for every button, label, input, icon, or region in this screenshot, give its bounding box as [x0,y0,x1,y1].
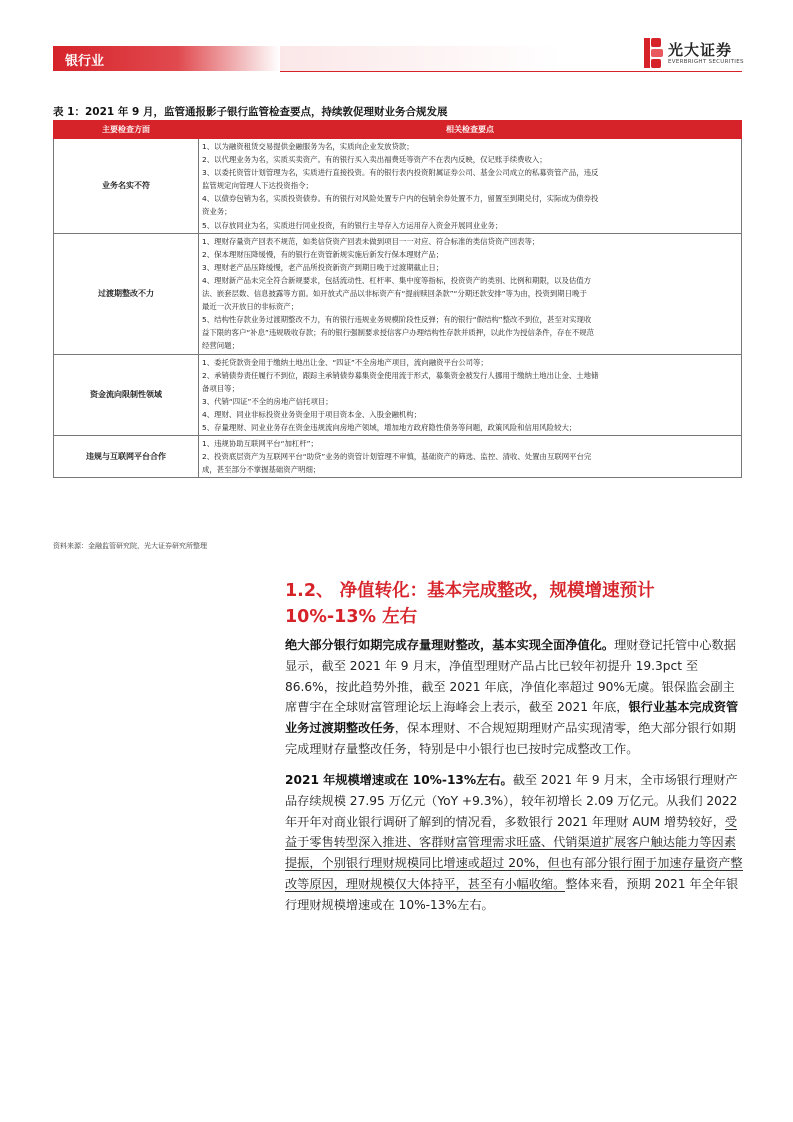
para1-bold: 银行业基本完成资管业务过渡期整改任务 [285,700,739,736]
para2-text-a: 截至 2021 年 9 月末，全市场银行理财产品存续规模 27.95 万亿元（YoY +9.3%），较年初增长 2.09 万亿元。从我们 2022 年开年对商业银行调研了解到的情况看，多数银行 2021 年理财 AUM 增势较好， [285,773,738,829]
point-line: 3、以委托资管计划管理为名，实质进行直接投资。有的银行表内投资附属证券公司、基金公司成立的私募资管产品，违反 [202,168,599,178]
section-title: 1.2、 净值转化：基本完成整改，规模增速预计 10%-13% 左右 [285,581,655,627]
point-line: 法、嵌套层数、信息披露等方面。如开放式产品以非标资产有“提前赎回条款”“分期还款安排”等为由，投资到期日晚于 [202,289,587,299]
point-line: 2、承销债券责任履行不到位，跟踪主承销债券募集资金使用流于形式，募集资金被发行人挪用于缴纳土地出让金、土地储 [202,370,599,380]
row-category: 资金流向限制性领域 [54,354,199,436]
point-line: 4、以债券包销为名，实质投资债券。有的银行对风险处置专户内的包销余券处置不力，留置至到期兑付，实际成为债券投 [202,194,599,204]
point-line: 2、投资底层资产为互联网平台“助贷”业务的资管计划管理不审慎，基础资产的筛选、监控、清收、处置由互联网平台完 [202,452,592,462]
header-fade [280,46,560,71]
row-category: 违规与互联网平台合作 [54,436,199,478]
point-line: 4、理财、同业非标投资业务资金用于项目资本金、入股金融机构； [202,409,422,419]
table-header-row [54,121,742,139]
section-label-bar [53,46,280,71]
point-line: 4、理财新产品未完全符合新规要求，包括流动性、杠杆率、集中度等指标，投资资产的类别、比例和期限，以及估值方 [202,275,592,285]
everbright-logo-icon [644,38,663,68]
point-line: 5、结构性存款业务过渡期整改不力，有的银行违规业务规模阶段性反弹；有的银行“假结构”整改不到位，甚至对实现收 [202,315,592,325]
table-row [54,139,742,234]
point-line: 成，甚至部分不掌握基础资产明细； [202,465,321,475]
point-line: 1、委托贷款资金用于缴纳土地出让金、“四证”不全房地产项目，流向融资平台公司等； [202,357,488,367]
paragraph-net-value [285,635,743,760]
paragraph-growth [285,770,743,916]
point-line: 5、存量理财、同业业务存在资金违规流向房地产领域，增加地方政府隐性债务等问题，政策风险和信用风险较大； [202,422,577,432]
point-line: 1、以为融资租赁交易提供金融服务为名，实质向企业发放贷款； [202,142,414,151]
brand-name-cn: 光大证券 [668,41,733,59]
point-line: 3、理财老产品压降缓慢，老产品所投资新资产到期日晚于过渡期截止日； [202,262,444,272]
inspection-table [53,120,742,478]
point-line: 1、违规协助互联网平台“加杠杆”； [202,439,318,449]
col-header-points: 相关检查要点 [199,121,742,139]
point-line: 2、保本理财压降缓慢，有的银行在资管新规实施后新发行保本理财产品； [202,249,444,259]
point-line: 5、以存放同业为名，实质进行同业投资，有的银行主导存入方运用存入资金开展同业业务； [202,220,503,230]
row-category: 过渡期整改不力 [54,233,199,354]
point-line: 1、理财存量资产回表不规范，如类信贷资产回表未做到项目一一对应、符合标准的类信贷资产回表等； [202,236,540,246]
col-header-aspect: 主要检查方面 [54,121,199,139]
point-line: 备项目等； [202,383,239,393]
brand-name-en: EVERBRIGHT SECURITIES [668,59,744,65]
point-line: 资业务； [202,207,232,217]
row-points [199,354,742,436]
para1-text-a: 理财登记托管中心数据显示，截至 2021 年 9 月末，净值型理财产品占比已较年初提升 19.3pct 至 86.6%，按此趋势外推，截至 2021 年底，净值化率超过 90%无虞。银保监会副主席曹宇在全球财富管理论坛上海峰会上表示，截至 2021 年底， [285,638,736,715]
para2-text-c: 整体来看，预期 2021 年全年银行理财规模增速或在 10%-13%左右。 [285,876,739,912]
point-line: 经营问题； [202,341,239,351]
table-title: 表 1：2021 年 9 月，监管通报影子银行监管检查要点，持续敦促理财业务合规发展 [53,106,448,118]
point-line: 监管规定向管理人下达投资指令； [202,181,313,191]
para2-lead: 2021 年规模增速或在 10%-13%左右。 [285,773,513,787]
row-category: 业务名实不符 [54,139,199,234]
point-line: 益下限的客户“补息”违规吸收存款；有的银行强制要求授信客户办理结构性存款并质押，以此作为授信条件，存在不规范 [202,328,594,338]
point-line: 最近一次开放日的非标资产； [202,302,299,312]
table-row [54,354,742,436]
row-points [199,233,742,354]
brand-logo [644,38,754,72]
table-row [54,233,742,354]
para1-text-c: ，保本理财、不合规短期理财产品实现清零，绝大部分银行如期完成理财存量整改任务，特别是中小银行也已按时完成整改工作。 [285,721,736,756]
table-source: 资料来源：金融监管研究院，光大证券研究所整理 [53,542,207,550]
para2-underlined: 受益于零售转型深入推进、客群财富管理需求旺盛、代销渠道扩展客户触达能力等因素提振，个别银行理财规模同比增速或超过 20%，但也有部分银行囿于加速存量资产整改等原因，理财规模仅大体持平，甚至有小幅收缩。 [285,814,743,891]
point-line: 3、代销“四证”不全的房地产信托项目； [202,396,333,406]
point-line: 2、以代理业务为名，实质买卖资产。有的银行买入卖出福费廷等资产不在表内反映，仅记账手续费收入； [202,155,547,165]
row-points [199,139,742,234]
para1-lead: 绝大部分银行如期完成存量理财整改，基本实现全面净值化。 [285,638,615,652]
row-points [199,436,742,478]
table-row [54,436,742,478]
section-label: 银行业 [65,54,105,69]
